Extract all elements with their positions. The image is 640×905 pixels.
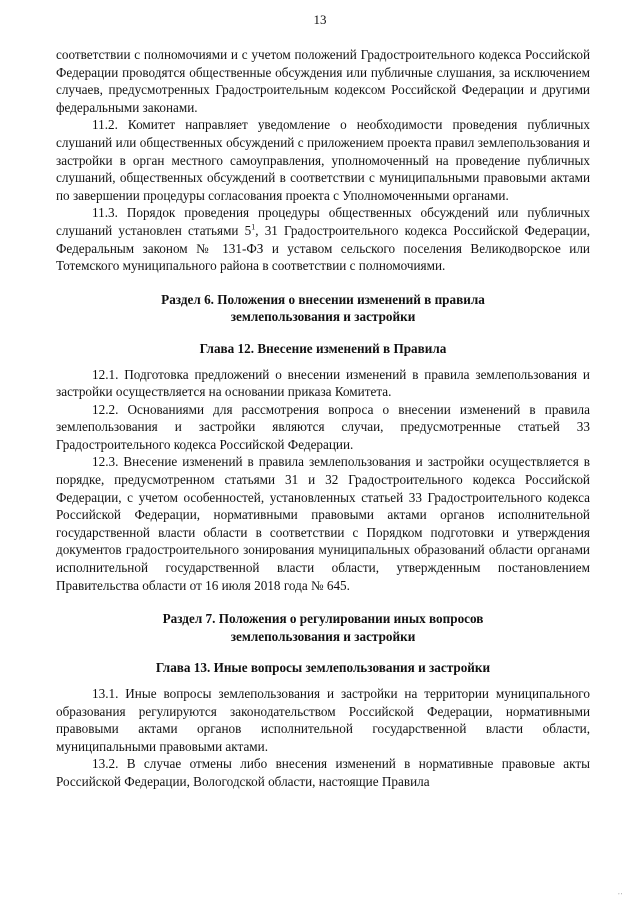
paragraph-11-2: 11.2. Комитет направляет уведомление о необходимости проведения публичных слушаний или общественных обсуждений с приложением проекта правил землепользования и застройки в орган местного самоуправления, уполномоченный на проведение публичных слушаний, общественных обсуждений в соответствии с муниципальными правовыми актами по завершении процедуры согласования проекта с Уполномоченными органами. [56, 117, 590, 203]
section-6-heading-line1: Раздел 6. Положения о внесении изменений в правила [161, 291, 485, 307]
paragraph-continuation: соответствии с полномочиями и с учетом положений Градостроительного кодекса Российской Федерации проводятся общественные обсуждения или публичные слушания, за исключением случаев, предусмотренных Градостроительным кодексом Российской Федерации и другими федеральными законами. [56, 47, 590, 115]
paragraph-11-3-part1: 11.3. Порядок проведения процедуры общественных обсуждений или публичных слушаний установлен статьями 5 [56, 205, 590, 238]
paragraph-12-3: 12.3. Внесение изменений в правила землепользования и застройки осуществляется в порядке, предусмотренном статьями 31 и 32 Градостроительного кодекса Российской Федерации, с учетом особенностей, установленных статьей 33 Градостроительного кодекса Российской Федерации, нормативными правовыми актами органов исполнительной государственной власти области в соответствии с Порядком подготовки и утверждения документов градостроительного зонирования муниципальных образований области органами исполнительной государственной власти области, утвержденным постановлением Правительства области от 16 июля 2018 года № 645. [56, 454, 590, 593]
superscript-1: 1 [251, 222, 256, 232]
paragraph-11-3-part2: , 31 Градостроительного кодекса Российской Федерации, Федеральным законом № 131-ФЗ и уставом сельского поселения Великодворское или Тотемского муниципального района в соответствии с полномочиями. [56, 222, 590, 274]
section-6-heading [56, 291, 590, 326]
scan-mark: ' ' [618, 893, 622, 899]
page-number: 13 [313, 12, 327, 27]
chapter-12-heading: Глава 12. Внесение изменений в Правила [199, 340, 447, 356]
paragraph-12-1: 12.1. Подготовка предложений о внесении изменений в правила землепользования и застройки осуществляется на основании приказа Комитета. [56, 366, 590, 400]
section-7-heading [56, 610, 590, 645]
document-body [56, 46, 590, 791]
section-7-heading-line2: землепользования и застройки [230, 628, 416, 644]
chapter-13-heading: Глава 13. Иные вопросы землепользования и застройки [155, 660, 491, 676]
paragraph-13-2: 13.2. В случае отмены либо внесения изменений в нормативные правовые акты Российской Федерации, Вологодской области, настоящие Правила [56, 756, 590, 789]
paragraph-12-2: 12.2. Основаниями для рассмотрения вопроса о внесении изменений в правила землепользования и застройки являются случаи, предусмотренные статьей 33 Градостроительного кодекса Российской Федерации. [56, 401, 590, 452]
section-6-heading-line2: землепользования и застройки [230, 309, 416, 325]
paragraph-13-1: 13.1. Иные вопросы землепользования и застройки на территории муниципального образования регулируются законодательством Российской Федерации, нормативными правовыми актами органов исполнительной государственной власти области, муниципальными правовыми актами. [56, 686, 590, 754]
paragraph-11-3 [56, 204, 590, 274]
section-7-heading-line1: Раздел 7. Положения о регулировании иных вопросов [162, 611, 484, 627]
